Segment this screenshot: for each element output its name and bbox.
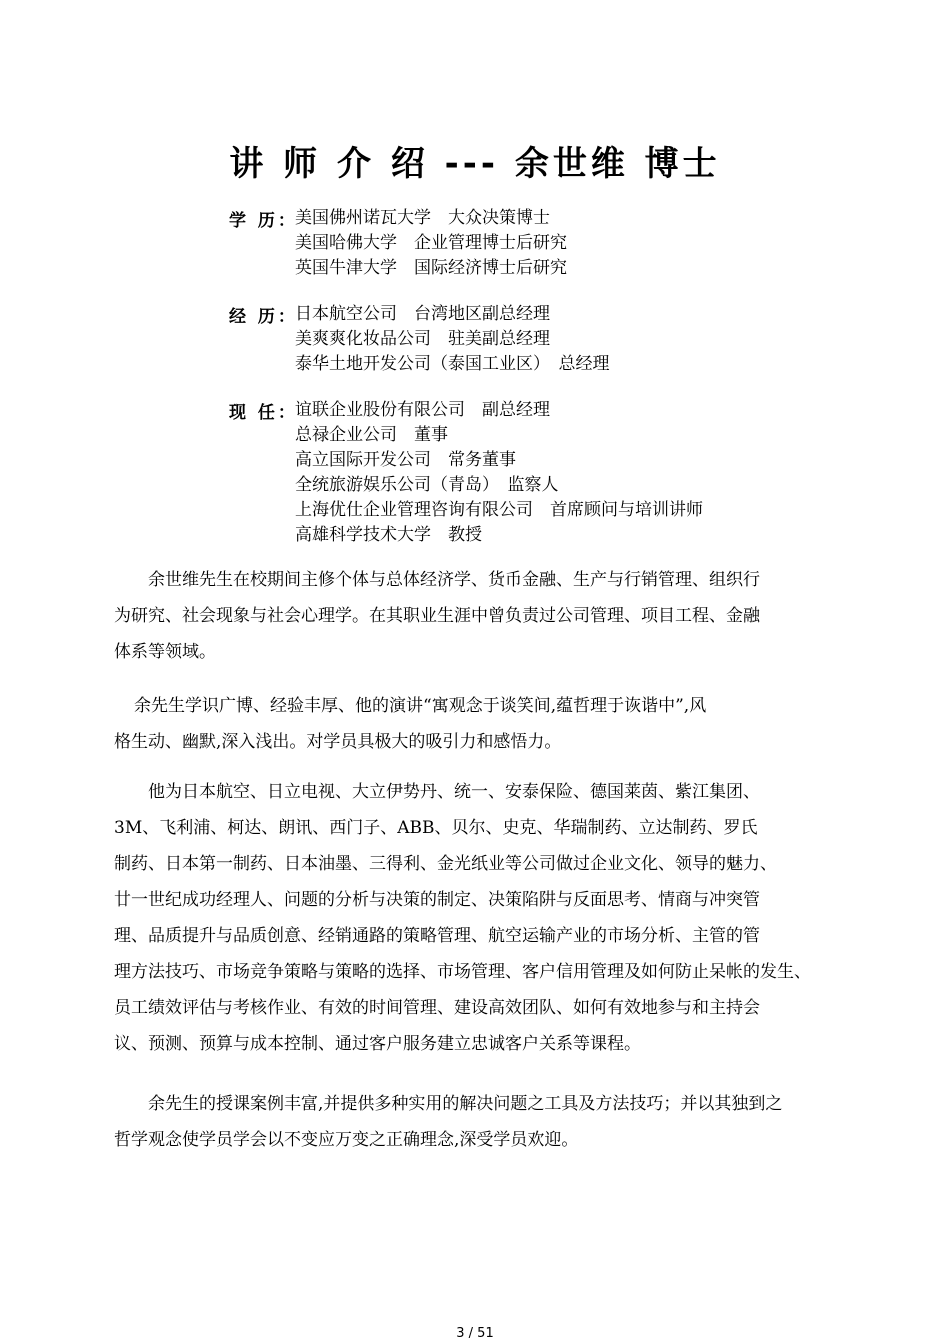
education-label: 学 历： [229, 211, 298, 231]
experience-item: 泰华土地开发公司（泰国工业区） 总经理 [295, 354, 610, 374]
paragraph-line: 理方法技巧、市场竞争策略与策略的选择、市场管理、客户信用管理及如何防止呆帐的发生、 [114, 962, 811, 982]
current-item: 上海优仕企业管理咨询有限公司 首席顾问与培训讲师 [295, 500, 703, 520]
current-item: 总禄企业公司 董事 [295, 425, 448, 445]
experience-item: 美爽爽化妆品公司 驻美副总经理 [295, 329, 550, 349]
paragraph-line: 制药、日本第一制药、日本油墨、三得利、金光纸业等公司做过企业文化、领导的魅力、 [114, 854, 777, 874]
page-number: 3 / 51 [456, 1326, 494, 1341]
paragraph-line: 他为日本航空、日立电视、大立伊势丹、统一、安泰保险、德国莱茵、紫江集团、 [148, 782, 760, 802]
current-item: 高立国际开发公司 常务董事 [295, 450, 516, 470]
paragraph-line: 余先生的授课案例丰富,并提供多种实用的解决问题之工具及方法技巧；并以其独到之 [148, 1094, 783, 1114]
bio-paragraph-clients [114, 774, 884, 1062]
paragraph-line: 余世维先生在校期间主修个体与总体经济学、货币金融、生产与行销管理、组织行 [148, 570, 760, 590]
page-title: 讲 师 介 绍 --- 余世维 博士 [229, 144, 721, 184]
bio-paragraph-cases [114, 1086, 884, 1158]
paragraph-line: 3M、飞利浦、柯达、朗讯、西门子、ABB、贝尔、史克、华瑞制药、立达制药、罗氏 [114, 818, 758, 838]
current-item: 谊联企业股份有限公司 副总经理 [295, 400, 550, 420]
paragraph-line: 为研究、社会现象与社会心理学。在其职业生涯中曾负责过公司管理、项目工程、金融 [114, 606, 760, 626]
paragraph-line: 廿一世纪成功经理人、问题的分析与决策的制定、决策陷阱与反面思考、情商与冲突管 [114, 890, 760, 910]
current-item: 全统旅游娱乐公司（青岛） 监察人 [295, 475, 559, 495]
education-item: 美国佛州诺瓦大学 大众决策博士 [295, 208, 550, 228]
paragraph-line: 体系等领域。 [114, 642, 216, 662]
bio-paragraph-speaking [114, 688, 884, 760]
paragraph-line: 员工绩效评估与考核作业、有效的时间管理、建设高效团队、如何有效地参与和主持会 [114, 998, 760, 1018]
experience-item: 日本航空公司 台湾地区副总经理 [295, 304, 550, 324]
education-item: 美国哈佛大学 企业管理博士后研究 [295, 233, 567, 253]
bio-paragraph-study [114, 562, 884, 670]
education-item: 英国牛津大学 国际经济博士后研究 [295, 258, 567, 278]
current-item: 高雄科学技术大学 教授 [295, 525, 482, 545]
paragraph-line: 理、品质提升与品质创意、经销通路的策略管理、航空运输产业的市场分析、主管的管 [114, 926, 760, 946]
paragraph-line: 格生动、幽默,深入浅出。对学员具极大的吸引力和感悟力。 [114, 732, 562, 752]
paragraph-line: 议、预测、预算与成本控制、通过客户服务建立忠诚客户关系等课程。 [114, 1034, 641, 1054]
experience-label: 经 历： [229, 307, 298, 327]
paragraph-line: 哲学观念使学员学会以不变应万变之正确理念,深受学员欢迎。 [114, 1130, 579, 1150]
current-label: 现 任： [229, 403, 298, 423]
paragraph-line: 余先生学识广博、经验丰厚、他的演讲“寓观念于谈笑间,蕴哲理于诙谐中”,风 [134, 696, 707, 716]
